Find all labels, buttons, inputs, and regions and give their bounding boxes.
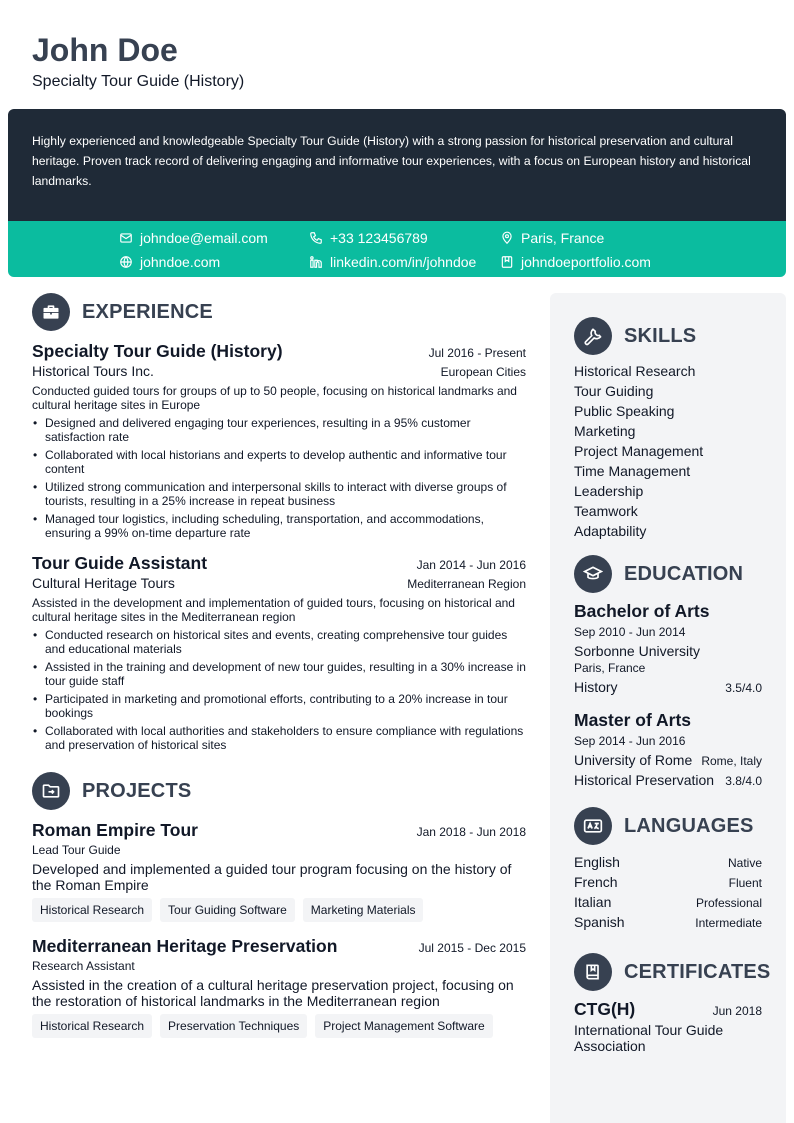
job-location: European Cities: [440, 365, 526, 379]
experience-item: [32, 341, 526, 540]
certificate-issuer: International Tour Guide Association: [574, 1022, 724, 1054]
tag: Tour Guiding Software: [160, 898, 295, 922]
candidate-name: John Doe: [32, 32, 178, 68]
edu-gpa: 3.8/4.0: [725, 774, 762, 788]
project-item: [32, 936, 526, 1038]
project-date: Jan 2018 - Jun 2018: [416, 825, 526, 839]
education-item: [574, 710, 762, 789]
edu-field: History: [574, 679, 618, 695]
edu-school: University of Rome: [574, 752, 693, 768]
job-title: Specialty Tour Guide (History): [32, 341, 283, 361]
projects-title: PROJECTS: [82, 779, 192, 802]
project-description: Assisted in the creation of a cultural heritage preservation project, focusing on the restoration of historical landmarks in the Mediterranean region: [32, 977, 514, 1009]
language-name: Italian: [574, 894, 612, 910]
contact-linkedin[interactable]: [309, 254, 476, 270]
experience-heading: [32, 293, 526, 331]
degree: Master of Arts: [574, 710, 692, 730]
phone-icon: [309, 231, 323, 245]
experience-item: [32, 553, 526, 752]
skills-title: SKILLS: [624, 324, 697, 347]
phone-text: +33 123456789: [330, 230, 428, 246]
project-role: Research Assistant: [32, 959, 135, 973]
job-location: Mediterranean Region: [407, 577, 526, 591]
edu-gpa: 3.5/4.0: [725, 681, 762, 695]
job-title: Tour Guide Assistant: [32, 553, 208, 573]
folder-icon: [32, 772, 70, 810]
certificate-name: CTG(H): [574, 999, 636, 1019]
skills-list: [574, 361, 762, 541]
job-company: Historical Tours Inc.: [32, 363, 154, 379]
skill-item: Leadership: [574, 483, 644, 499]
job-bullet: • Participated in marketing and promotional efforts, contributing to a 20% increase in tour bookings: [32, 692, 526, 720]
certificate-item: [574, 999, 762, 1054]
language-row: [574, 893, 762, 913]
edu-school: Sorbonne University: [574, 643, 701, 659]
language-row: [574, 873, 762, 893]
skill-item: Tour Guiding: [574, 383, 654, 399]
skill-item: Public Speaking: [574, 403, 675, 419]
portfolio-text: johndoeportfolio.com: [521, 254, 651, 270]
edu-location: Paris, France: [574, 661, 646, 675]
website-text: johndoe.com: [140, 254, 221, 270]
job-bullets: [32, 628, 526, 752]
job-bullet: • Designed and delivered engaging tour experiences, resulting in a 95% customer satisfaction rate: [32, 416, 526, 444]
briefcase-icon: [32, 293, 70, 331]
contact-bar: [8, 221, 786, 277]
certificates-heading: [574, 953, 771, 991]
job-bullet: • Conducted research on historical sites and events, creating comprehensive tour guides and educational materials: [32, 628, 526, 656]
language-row: [574, 913, 762, 933]
language-name: English: [574, 854, 620, 870]
linkedin-icon: [309, 255, 323, 269]
education-item: [574, 601, 762, 696]
main-column: [32, 293, 526, 1038]
edu-date: Sep 2010 - Jun 2014: [574, 625, 686, 639]
sidebar: [550, 293, 786, 1123]
contact-location: [500, 230, 604, 246]
skill-item: Historical Research: [574, 363, 696, 379]
languages-list: [574, 853, 762, 933]
contact-phone[interactable]: [309, 230, 428, 246]
portfolio-icon: [500, 255, 514, 269]
map-pin-icon: [500, 231, 514, 245]
language-level: Native: [727, 856, 762, 870]
skill-item: Marketing: [574, 423, 636, 439]
education-heading: [574, 555, 762, 593]
contact-email[interactable]: [119, 230, 268, 246]
skill-item: Adaptability: [574, 523, 647, 539]
job-bullet: • Collaborated with local authorities and stakeholders to ensure compliance with regulations and preservation of historical sites: [32, 724, 526, 752]
job-bullets: [32, 416, 526, 540]
wrench-icon: [574, 317, 612, 355]
graduation-cap-icon: [574, 555, 612, 593]
language-level: Intermediate: [695, 916, 762, 930]
contact-portfolio[interactable]: [500, 254, 651, 270]
skill-item: Teamwork: [574, 503, 638, 519]
job-bullet: • Utilized strong communication and interpersonal skills to interact with diverse groups of tourists, resulting in a 25% increase in repeat business: [32, 480, 526, 508]
project-date: Jul 2015 - Dec 2015: [418, 941, 526, 955]
edu-date: Sep 2014 - Jun 2016: [574, 734, 686, 748]
tag: Preservation Techniques: [160, 1014, 307, 1038]
job-bullet: • Assisted in the training and development of new tour guides, resulting in a 30% increase in tour guide staff: [32, 660, 526, 688]
translate-icon: [574, 807, 612, 845]
language-row: [574, 853, 762, 873]
candidate-title: Specialty Tour Guide (History): [32, 73, 245, 90]
mail-icon: [119, 231, 133, 245]
project-title: Mediterranean Heritage Preservation: [32, 936, 338, 956]
skill-item: Time Management: [574, 463, 691, 479]
summary: Highly experienced and knowledgeable Specialty Tour Guide (History) with a strong passion for historical preservation and cultural heritage. Proven track record of delivering engaging and informative tour experiences, with a focus on European history and historical landmarks.: [8, 109, 786, 221]
contact-website[interactable]: [119, 254, 220, 270]
location-text: Paris, France: [521, 230, 605, 246]
language-name: Spanish: [574, 914, 625, 930]
job-description: Conducted guided tours for groups of up to 50 people, focusing on historical landmarks and cultural heritage sites in Europe: [32, 384, 517, 412]
project-description: Developed and implemented a guided tour program focusing on the history of the Roman Empire: [32, 861, 512, 893]
project-tags: [32, 1014, 526, 1038]
job-bullet: • Collaborated with local historians and experts to develop authentic and informative tour content: [32, 448, 526, 476]
certificate-date: Jun 2018: [712, 1004, 762, 1018]
projects-heading: [32, 772, 526, 810]
tag: Project Management Software: [315, 1014, 492, 1038]
project-tags: [32, 898, 526, 922]
job-company: Cultural Heritage Tours: [32, 575, 175, 591]
project-role: Lead Tour Guide: [32, 843, 121, 857]
job-description: Assisted in the development and implementation of guided tours, focusing on historical and cultural heritage sites in the Mediterranean region: [32, 596, 515, 624]
globe-icon: [119, 255, 133, 269]
tag: Marketing Materials: [303, 898, 424, 922]
job-bullet: • Managed tour logistics, including scheduling, transportation, and accommodations, ensuring a 99% on-time departure rate: [32, 512, 526, 540]
degree: Bachelor of Arts: [574, 601, 710, 621]
tag: Historical Research: [32, 1014, 152, 1038]
language-level: Fluent: [728, 876, 762, 890]
resume-header: [32, 30, 244, 91]
languages-heading: [574, 807, 762, 845]
email-text: johndoe@email.com: [140, 230, 268, 246]
linkedin-text: linkedin.com/in/johndoe: [330, 254, 477, 270]
job-date: Jul 2016 - Present: [428, 346, 526, 360]
language-name: French: [574, 874, 618, 890]
book-icon: [574, 953, 612, 991]
languages-title: LANGUAGES: [624, 814, 754, 837]
skill-item: Project Management: [574, 443, 704, 459]
project-title: Roman Empire Tour: [32, 820, 198, 840]
certificates-title: CERTIFICATES: [624, 960, 771, 983]
job-date: Jan 2014 - Jun 2016: [416, 558, 526, 572]
edu-location: Rome, Italy: [701, 754, 762, 768]
language-level: Professional: [695, 896, 762, 910]
edu-field: Historical Preservation: [574, 772, 715, 788]
project-item: [32, 820, 526, 922]
experience-title: EXPERIENCE: [82, 300, 213, 323]
tag: Historical Research: [32, 898, 152, 922]
skills-heading: [574, 317, 762, 355]
education-title: EDUCATION: [624, 562, 744, 585]
